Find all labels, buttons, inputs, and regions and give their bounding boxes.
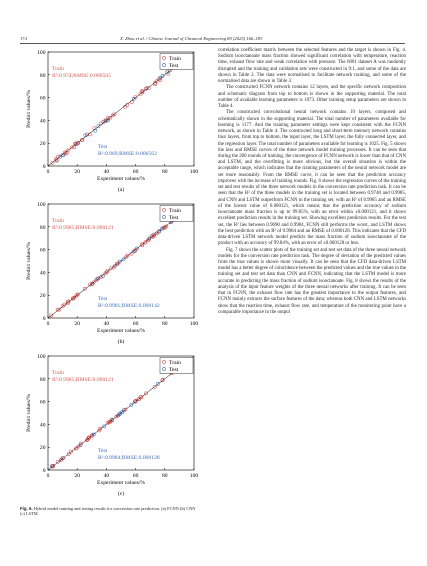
x-axis-label: Experiment values/% <box>97 328 145 334</box>
y-tick-label: 80 <box>39 376 46 383</box>
y-tick-label: 80 <box>39 72 46 79</box>
train-metrics-annotation: Train <box>52 218 64 224</box>
x-tick-label: 60 <box>132 169 139 175</box>
legend-label-test: Test <box>169 215 179 221</box>
x-tick-label: 20 <box>74 473 80 479</box>
test-metrics-annotation: R²:0.969;RMSE:0.000562 <box>98 151 157 157</box>
figure-caption <box>20 506 200 517</box>
x-tick-label: 60 <box>132 321 139 327</box>
y-tick-label: 20 <box>39 141 46 148</box>
scatter-chart-c <box>18 352 203 498</box>
x-tick-label: 20 <box>74 169 80 175</box>
test-metrics-annotation: Test <box>98 448 108 454</box>
legend-label-test: Test <box>169 63 179 69</box>
panel-label: (a) <box>117 187 125 193</box>
scatter-chart-a <box>18 48 203 194</box>
test-metrics-annotation: Test <box>98 296 108 302</box>
x-tick-label: 80 <box>162 473 168 479</box>
x-tick-label: 100 <box>189 169 199 175</box>
y-tick-label: 20 <box>39 445 46 452</box>
panel-label: (c) <box>117 491 125 497</box>
x-tick-label: 80 <box>162 169 168 175</box>
x-tick-label: 0 <box>46 473 50 479</box>
x-tick-label: 40 <box>103 321 110 327</box>
page-number: 174 <box>20 36 27 41</box>
y-tick-label: 60 <box>39 399 46 406</box>
caption-label: Fig. 6. <box>20 506 33 511</box>
legend-label-train: Train <box>169 360 181 366</box>
train-metrics-annotation: R²:0.9985;RMSE:0.000121 <box>52 377 114 383</box>
header-rule <box>20 43 405 44</box>
x-tick-label: 0 <box>46 169 50 175</box>
legend-label-train: Train <box>169 56 181 62</box>
y-tick-label: 20 <box>39 293 46 300</box>
x-tick-label: 100 <box>189 321 199 327</box>
paragraph-1: correlation coefficient matrix between the selected features and the target is shown in Fig. 4. Sodium isooctanoate mass fraction showed significant correlation with temperature, reaction time, exhaust flow rate and weak correlation with pressure. The 6001 dataset A was randomly disrupted and the training and validation sets were constructed in 9:1, and some of the data are shown in Table 2. The data were normalised to facilitate network training, and some of the normalised data are shown in Table 3. <box>218 48 406 85</box>
y-tick-label: 100 <box>37 50 46 56</box>
train-point <box>73 145 76 148</box>
y-tick-label: 100 <box>37 202 46 208</box>
paragraph-2: The constructed FCNN network contains 12 layers, and the specific network composition and schematic diagram from top to bottom is shown in the supporting material. The total number of available learning parameters is 1073. Other training setup parameters are shown in Table 4. <box>218 85 406 110</box>
y-tick-label: 0 <box>42 468 46 474</box>
train-metrics-annotation: Train <box>52 370 64 376</box>
train-metrics-annotation: Train <box>52 66 64 72</box>
x-tick-label: 0 <box>46 321 50 327</box>
journal-running-header: X. Zhou et al. / Chinese Journal of Chemical Engineering 80 (2025) 166–183 <box>120 36 263 41</box>
x-tick-label: 80 <box>162 321 168 327</box>
x-axis-label: Experiment values/% <box>97 176 145 182</box>
body-text-column <box>218 48 406 316</box>
y-tick-label: 0 <box>42 316 46 322</box>
legend-label-test: Test <box>169 367 179 373</box>
y-tick-label: 40 <box>39 270 46 277</box>
y-tick-label: 100 <box>37 354 46 360</box>
scatter-chart-b <box>18 200 203 346</box>
x-tick-label: 100 <box>189 473 199 479</box>
train-metrics-annotation: R²:0.974;RMSE:0.000505 <box>52 73 111 79</box>
y-tick-label: 0 <box>42 164 46 170</box>
paragraph-4: Fig. 7 shows the scatter plots of the training set and test set data of the three neural network models for the conversion rate prediction task. The degree of deviation of the predicted values from the true values is shown more visually. It can be seen that the CFD data-driven LSTM model has a better degree of coincidence between the predicted values and the true values in the training set and test set data than CNN and FCNN, indicating that the LSTM model is more accurate in predicting the mass fraction of sodium isooctanoate. Fig. 8 shows the results of the analysis of the input feature weights of the three neural networks after training. It can be seen that in FCNN, the exhaust flow rate has the greatest importance to the output features, and FCNN mainly extracts the surface features of the data; whereas both CNN and LSTM networks show that the reaction time, exhaust flow rate, and temperature of the monitoring point have a comparable importance to the output <box>218 247 406 315</box>
y-axis-label: Predict values/% <box>26 90 32 128</box>
y-axis-label: Predict values/% <box>26 394 32 432</box>
test-metrics-annotation: R²:0.9981;RMSE:0.000142 <box>98 303 160 309</box>
x-tick-label: 40 <box>103 169 110 175</box>
paragraph-3: The constructed convolutional neural network contains 10 layers, composed and schematically shown in the supporting material. The total number of parameters available for learning is 1177. And the training parameter settings were kept consistent with the FCNN network, as shown in Table 4. The constructed long and short-term memory network contains four layers, from top to bottom, the input layer, the LSTM layer, the fully connected layer, and the regression layer. The total number of parameters available for learning is 1025. Fig. 5 shows the loss and RMSE curves of the three network model training processes. It can be seen that during the 200 rounds of training, the convergence of FCNN network is lower than that of CNN and LSTM, and the overfitting is more obvious, but the overall situation is within the acceptable range, which indicates that the training parameters of the neural network model are set more reasonably. From the RMSE curve, it can be seen that the prediction accuracy improves with the increase of training rounds. Fig. 6 shows the regression curves of the training set and test results of the three network models in the conversion rate prediction task. It can be seen that the R² of the three models in the training set is located between 0.9740 and 0.9985, and CNN and LSTM outperform FCNN in the training set, with an R² of 0.9985 and an RMSE of the lowest value of 0.000121, which means that the prediction accuracy of sodium isooctanoate mass fraction is up to 99.85%, with an error within ±0.000121, and it shows excellent prediction results in the training set. Showing excellent prediction results. For the test set, the R² lies between 0.9690 and 0.9984, FCNN still performs the worst, and LSTM shows the best prediction with an R² of 0.9984 and an RMSE of 0.000128. This indicates that the CFD data-driven LSTM network model predicts the mass fraction of sodium isooctanoate of the product with an accuracy of 99.84%, with an error of ±0.000128 or less. <box>218 110 406 247</box>
chart-panel-c <box>18 352 203 498</box>
test-metrics-annotation: Test <box>98 144 108 150</box>
x-tick-label: 20 <box>74 321 80 327</box>
x-axis-label: Experiment values/% <box>97 480 145 486</box>
y-tick-label: 40 <box>39 118 46 125</box>
x-tick-label: 40 <box>103 473 110 479</box>
train-metrics-annotation: R²:0.9985;RMSE:0.000121 <box>52 225 114 231</box>
caption-text: Hybrid model training and testing results for conversion rate prediction. (a) FCNN (b) CNN (c) LSTM. <box>20 506 196 517</box>
y-tick-label: 60 <box>39 247 46 254</box>
train-point <box>56 155 59 158</box>
y-tick-label: 80 <box>39 224 46 231</box>
y-axis-label: Predict values/% <box>26 242 32 280</box>
y-tick-label: 40 <box>39 422 46 429</box>
legend-label-train: Train <box>169 208 181 214</box>
test-metrics-annotation: R²:0.9984;RMSE:0.000128 <box>98 455 160 461</box>
x-tick-label: 60 <box>132 473 139 479</box>
y-tick-label: 60 <box>39 95 46 102</box>
chart-panel-b <box>18 200 203 346</box>
panel-label: (b) <box>117 339 125 345</box>
chart-panel-a <box>18 48 203 194</box>
